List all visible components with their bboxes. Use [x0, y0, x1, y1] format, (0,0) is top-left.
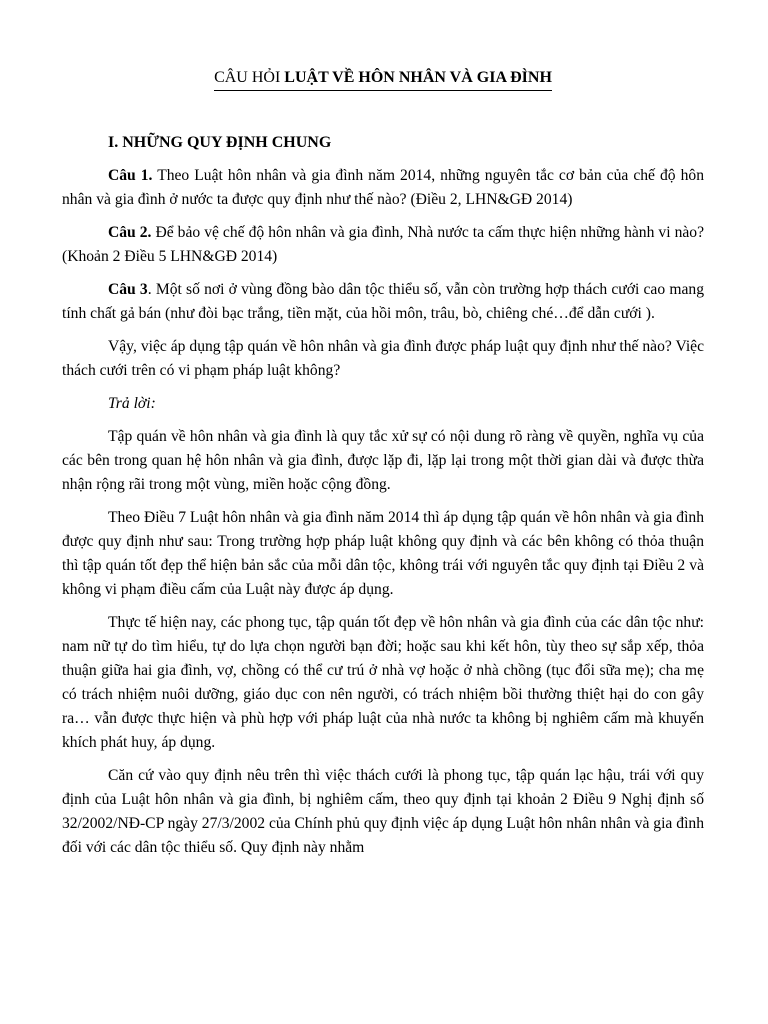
- question-2-text: Để bảo vệ chế độ hôn nhân và gia đình, Nhà nước ta cấm thực hiện những hành vi nào? (Khoản 2 Điều 5 LHN&GĐ 2014): [62, 224, 705, 265]
- question-1-text: Theo Luật hôn nhân và gia đình năm 2014, những nguyên tắc cơ bản của chế độ hôn nhân và gia đình ở nước ta được quy định như thế nào? (Điều 2, LHN&GĐ 2014): [62, 167, 704, 208]
- question-1-label: Câu 1.: [108, 167, 153, 184]
- answer-label-text: Trả lời:: [108, 395, 156, 412]
- answer-paragraph-4: Căn cứ vào quy định nêu trên thì việc thách cưới là phong tục, tập quán lạc hậu, trái với quy định của Luật hôn nhân và gia đình, bị nghiêm cấm, theo quy định tại khoản 2 Điều 9 Nghị định số 32/2002/NĐ-CP ngày 27/3/2002 của Chính phủ quy định việc áp dụng Luật hôn nhân nhân và gia đình đối với các dân tộc thiểu số. Quy định này nhằm: [62, 767, 704, 856]
- question-2-label: Câu 2.: [108, 224, 152, 241]
- document-title: [62, 64, 704, 92]
- document-title-underlined: [214, 66, 552, 91]
- document-page: [62, 64, 704, 869]
- question-3: [62, 278, 704, 326]
- question-2: [62, 221, 704, 269]
- answer-paragraph-3: Thực tế hiện nay, các phong tục, tập quán tốt đẹp về hôn nhân và gia đình của các dân tộc như: nam nữ tự do tìm hiểu, tự do lựa chọn người bạn đời; hoặc sau khi kết hôn, tùy theo sự sắp xếp, thỏa thuận giữa hai gia đình, vợ, chồng có thể cư trú ở nhà vợ hoặc ở nhà chồng (tục đổi sữa mẹ); cha mẹ có trách nhiệm nuôi dưỡng, giáo dục con nên người, có trách nhiệm bồi thường thiệt hại do con gây ra… vẫn được thực hiện và phù hợp với pháp luật của nhà nước ta không bị nghiêm cấm mà khuyến khích phát huy, áp dụng.: [62, 614, 704, 751]
- answer-label: [62, 392, 704, 416]
- question-3-label: Câu 3: [108, 281, 148, 298]
- title-prefix: CÂU HỎI: [214, 69, 285, 86]
- answer-paragraph-2: Theo Điều 7 Luật hôn nhân và gia đình năm 2014 thì áp dụng tập quán về hôn nhân và gia đình được quy định như sau: Trong trường hợp pháp luật không quy định và các bên không có thỏa thuận thì tập quán tốt đẹp thể hiện bản sắc của mỗi dân tộc, không trái với nguyên tắc quy định tại Điều 2 và không vi phạm điều cấm của Luật này được áp dụng.: [62, 509, 704, 598]
- question-1: [62, 164, 704, 212]
- title-bold: LUẬT VỀ HÔN NHÂN VÀ GIA ĐÌNH: [284, 69, 552, 86]
- answer-paragraph-1: Tập quán về hôn nhân và gia đình là quy tắc xử sự có nội dung rõ ràng về quyền, nghĩa vụ của các bên trong quan hệ hôn nhân và gia đình, được lặp đi, lặp lại trong một thời gian dài và được thừa nhận rộng rãi trong một vùng, miền hoặc cộng đồng.: [62, 428, 704, 493]
- question-3-followup: Vậy, việc áp dụng tập quán về hôn nhân và gia đình được pháp luật quy định như thế nào? Việc thách cưới trên có vi phạm pháp luật không?: [62, 338, 704, 379]
- question-3-text: . Một số nơi ở vùng đồng bào dân tộc thiểu số, vẫn còn trường hợp thách cưới cao mang tính chất gả bán (như đòi bạc trắng, tiền mặt, của hồi môn, trâu, bò, chiêng ché…để dẫn cưới ).: [62, 281, 704, 322]
- section-heading: I. NHỮNG QUY ĐỊNH CHUNG: [108, 134, 332, 151]
